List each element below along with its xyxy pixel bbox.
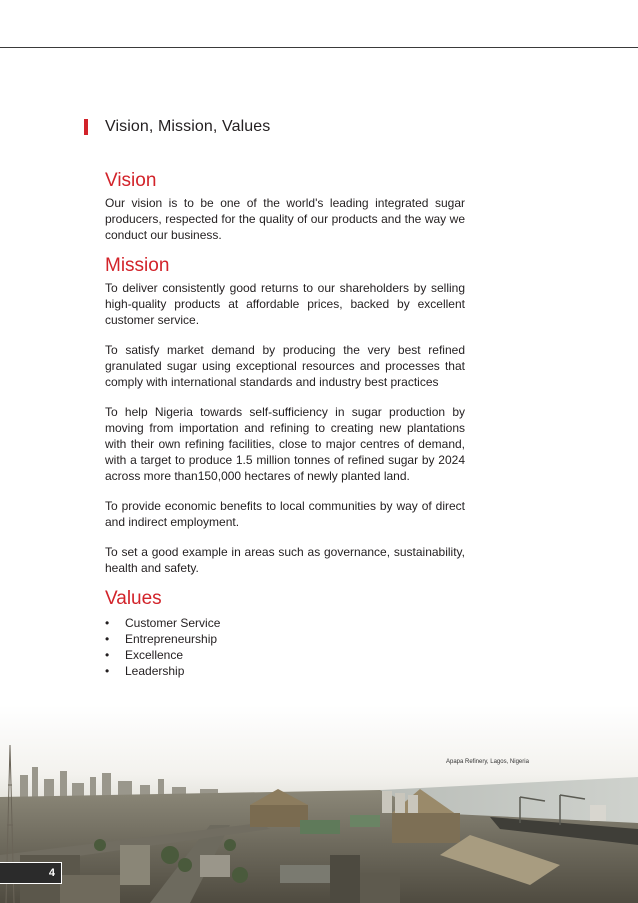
section-title xyxy=(84,117,270,137)
bullet: • xyxy=(105,664,110,678)
list-item xyxy=(105,615,465,631)
value-label: Leadership xyxy=(125,664,185,678)
mission-paragraph: To provide economic benefits to local communities by way of direct and indirect employment. xyxy=(105,499,465,529)
mission-paragraph: To help Nigeria towards self-sufficiency in sugar production by moving from importation and refining to creating new plantations with their own refining facilities, close to major centres of demand, with a target to produce 1.5 million tonnes of refined sugar by 2024 across more than150,000 hectares of newly planted land. xyxy=(105,405,465,483)
mission-paragraph: To deliver consistently good returns to our shareholders by selling high-quality products at affordable prices, backed by excellent customer service. xyxy=(105,281,465,327)
vision-text: Our vision is to be one of the world's leading integrated sugar producers, respected for the quality of our products and the way we conduct our business. xyxy=(105,196,465,242)
list-item xyxy=(105,663,465,679)
photo-caption: Apapa Refinery, Lagos, Nigeria xyxy=(446,759,529,765)
mission-heading: Mission xyxy=(105,255,170,276)
refinery-illustration xyxy=(0,705,638,903)
red-marker xyxy=(84,119,88,135)
bullet: • xyxy=(105,616,110,630)
list-item xyxy=(105,631,465,647)
value-label: Excellence xyxy=(125,648,184,662)
values-heading: Values xyxy=(105,588,162,609)
value-label: Customer Service xyxy=(125,616,221,630)
value-label: Entrepreneurship xyxy=(125,632,218,646)
top-rule xyxy=(0,47,638,48)
bullet: • xyxy=(105,632,110,646)
mission-paragraph: To satisfy market demand by producing the very best refined granulated sugar using exceptional resources and processes that comply with international standards and industry best practices xyxy=(105,343,465,389)
vision-heading: Vision xyxy=(105,170,157,191)
section-title-text: Vision, Mission, Values xyxy=(105,118,271,135)
list-item xyxy=(105,647,465,663)
mission-paragraph: To set a good example in areas such as governance, sustainability, health and safety. xyxy=(105,545,465,575)
page-number: 4 xyxy=(0,862,62,884)
content xyxy=(105,170,465,679)
bullet: • xyxy=(105,648,110,662)
values-list xyxy=(105,615,465,679)
refinery-photo xyxy=(0,705,638,903)
